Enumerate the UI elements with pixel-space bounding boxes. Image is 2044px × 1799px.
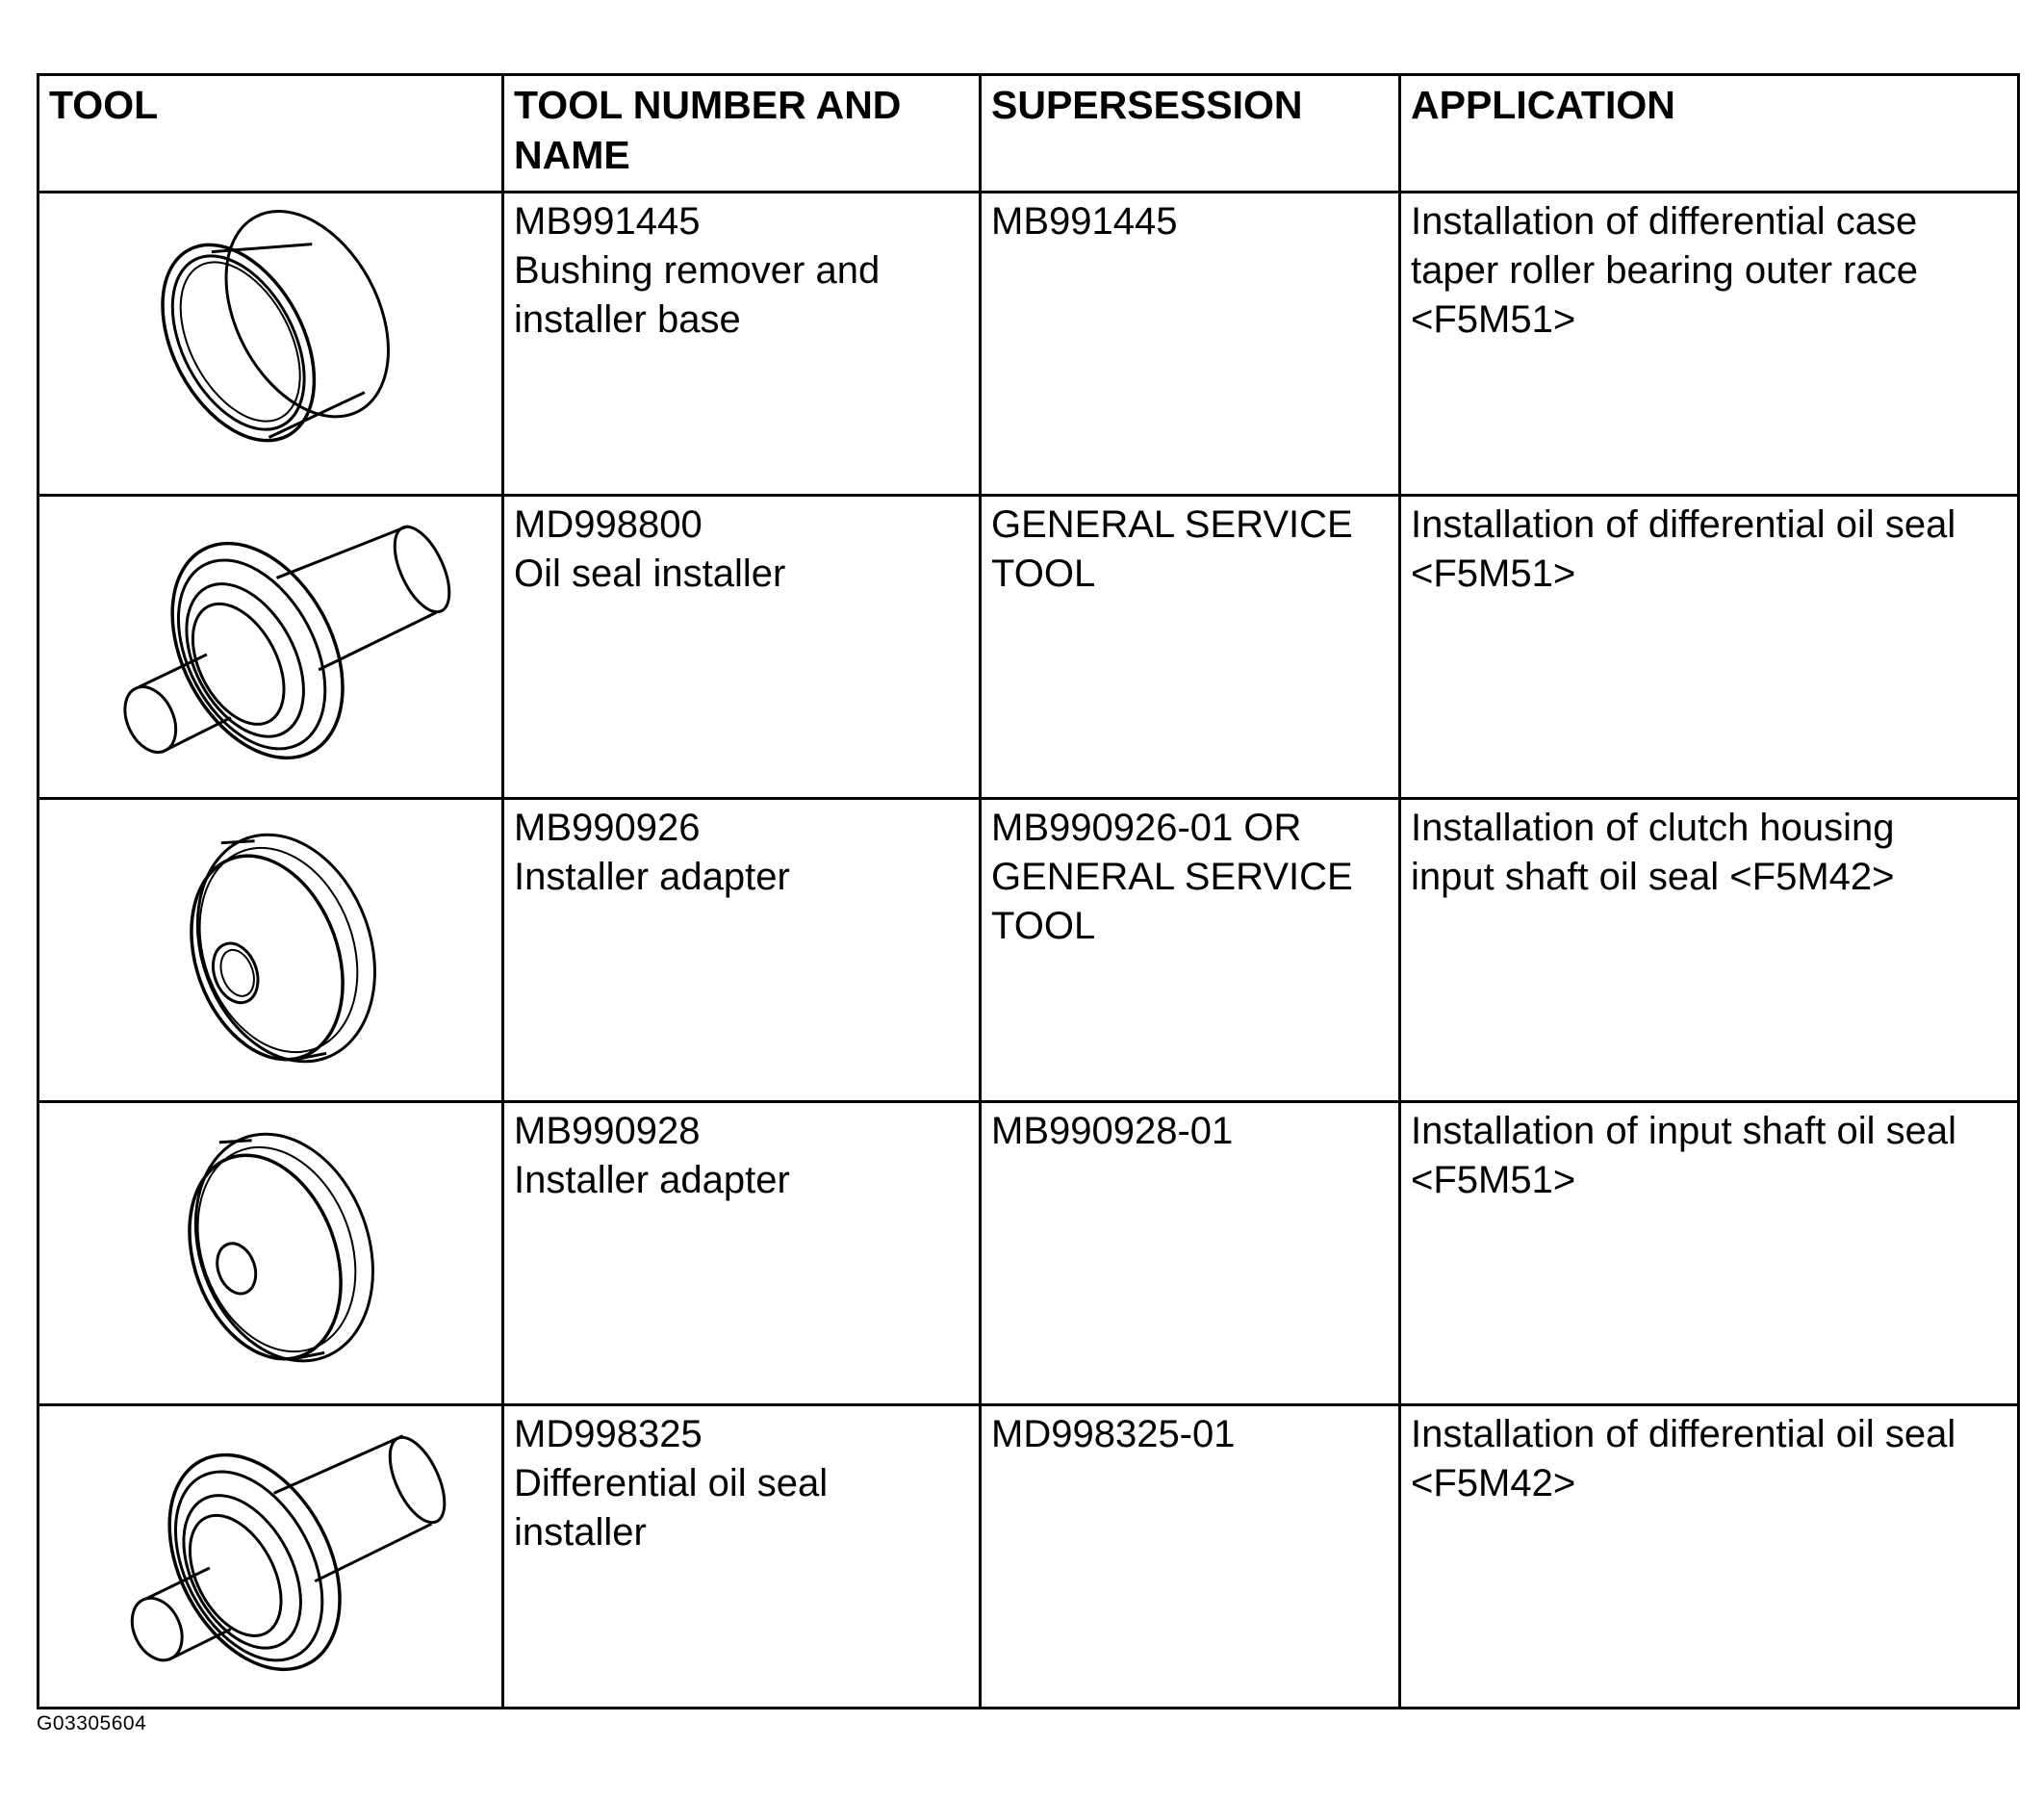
application-cell: Installation of clutch housing input shaft oil seal <F5M42> [1400,799,2019,1102]
application-cell: Installation of differential oil seal <F5M51> [1400,496,2019,799]
tool-number: MB990926 [514,807,701,849]
oil-seal-installer-icon [39,497,501,797]
application-cell: Installation of input shaft oil seal <F5M51> [1400,1102,2019,1405]
tool-illustration-cell [38,1102,503,1405]
tool-number-name-cell [503,496,981,799]
tool-illustration-cell [38,496,503,799]
tool-name-line: installer base [514,298,741,341]
application-cell: Installation of differential case taper roller bearing outer race <F5M51> [1400,193,2019,496]
table-row [38,799,2019,1102]
header-tool-number-and-name: TOOL NUMBER AND NAME [503,75,981,193]
tool-number: MB991445 [514,200,701,243]
supersession-cell: GENERAL SERVICE TOOL [981,496,1400,799]
installer-adapter-icon [39,1103,501,1403]
differential-oil-seal-installer-icon [39,1406,501,1707]
application-cell: Installation of differential oil seal <F5M42> [1400,1405,2019,1709]
tool-name-line: Installer adapter [514,856,790,898]
tool-number-name-cell [503,799,981,1102]
supersession-cell: MB991445 [981,193,1400,496]
tool-illustration-cell [38,799,503,1102]
tool-name-line: Oil seal installer [514,553,786,595]
bushing-remover-base-icon [39,193,501,494]
tool-name-line: Bushing remover and [514,249,881,292]
table-row [38,1405,2019,1709]
tool-name-line: Differential oil seal [514,1462,829,1504]
figure-code: G03305604 [37,1712,147,1735]
tool-number-name-cell [503,1102,981,1405]
tool-number-name-cell [503,193,981,496]
table-row [38,193,2019,496]
supersession-cell: MB990926-01 OR GENERAL SERVICE TOOL [981,799,1400,1102]
installer-adapter-icon [39,800,501,1100]
tool-name-line: installer [514,1511,647,1554]
header-application: APPLICATION [1400,75,2019,193]
tool-number: MB990928 [514,1110,701,1152]
tool-illustration-cell [38,1405,503,1709]
table-header-row [38,75,2019,193]
header-supersession: SUPERSESSION [981,75,1400,193]
header-tool: TOOL [38,75,503,193]
tool-number: MD998800 [514,503,703,546]
special-tools-table [37,73,2020,1709]
table-row [38,1102,2019,1405]
tool-name-line: Installer adapter [514,1159,790,1201]
tool-number-name-cell [503,1405,981,1709]
supersession-cell: MD998325-01 [981,1405,1400,1709]
table-row [38,496,2019,799]
tool-number: MD998325 [514,1413,703,1455]
supersession-cell: MB990928-01 [981,1102,1400,1405]
tool-illustration-cell [38,193,503,496]
